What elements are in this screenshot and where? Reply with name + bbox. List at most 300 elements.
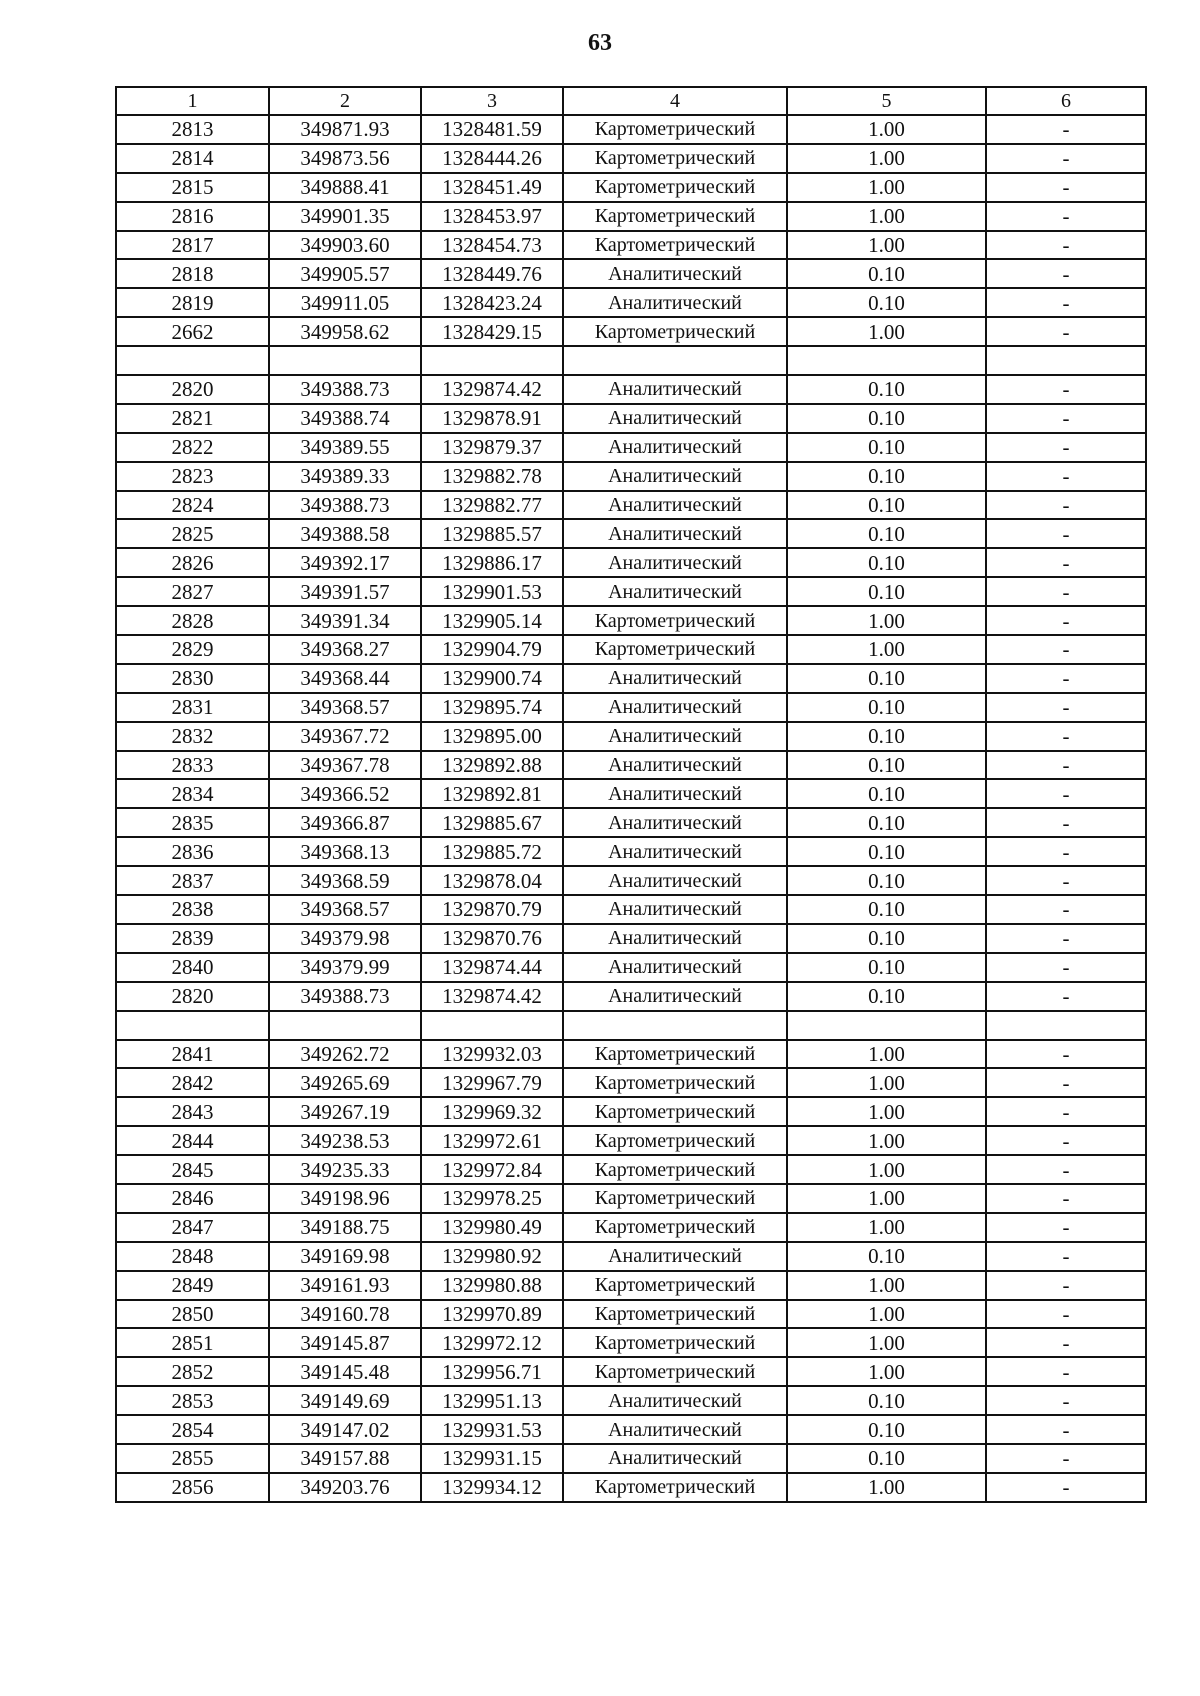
- accuracy-cell: 1.00: [787, 173, 986, 202]
- note-cell: -: [986, 895, 1146, 924]
- method-cell: Картометрический: [563, 635, 787, 664]
- method-cell: Картометрический: [563, 231, 787, 260]
- point-number-cell: 2846: [116, 1184, 269, 1213]
- table-row: [116, 1126, 1146, 1155]
- point-number-cell: 2851: [116, 1328, 269, 1357]
- note-cell: -: [986, 1126, 1146, 1155]
- accuracy-cell: 0.10: [787, 288, 986, 317]
- y-coordinate-cell: 1329886.17: [421, 548, 563, 577]
- y-coordinate-cell: 1328454.73: [421, 231, 563, 260]
- y-coordinate-cell: 1328453.97: [421, 202, 563, 231]
- accuracy-cell: 1.00: [787, 1213, 986, 1242]
- x-coordinate-cell: [269, 346, 421, 375]
- accuracy-cell: 0.10: [787, 722, 986, 751]
- point-number-cell: 2826: [116, 548, 269, 577]
- accuracy-cell: 0.10: [787, 1242, 986, 1271]
- y-coordinate-cell: 1329980.88: [421, 1271, 563, 1300]
- note-cell: -: [986, 1097, 1146, 1126]
- note-cell: -: [986, 548, 1146, 577]
- point-number-cell: 2848: [116, 1242, 269, 1271]
- accuracy-cell: 0.10: [787, 953, 986, 982]
- method-cell: Картометрический: [563, 1155, 787, 1184]
- y-coordinate-cell: 1328444.26: [421, 144, 563, 173]
- x-coordinate-cell: 349388.74: [269, 404, 421, 433]
- note-cell: -: [986, 1444, 1146, 1473]
- accuracy-cell: 1.00: [787, 1473, 986, 1502]
- point-number-cell: 2833: [116, 751, 269, 780]
- accuracy-cell: 0.10: [787, 751, 986, 780]
- table-row: [116, 115, 1146, 144]
- table-row: [116, 375, 1146, 404]
- note-cell: -: [986, 924, 1146, 953]
- table-row: [116, 1271, 1146, 1300]
- x-coordinate-cell: 349379.98: [269, 924, 421, 953]
- x-coordinate-cell: 349188.75: [269, 1213, 421, 1242]
- x-coordinate-cell: 349391.34: [269, 606, 421, 635]
- accuracy-cell: 0.10: [787, 577, 986, 606]
- note-cell: -: [986, 1328, 1146, 1357]
- y-coordinate-cell: 1329895.74: [421, 693, 563, 722]
- table-row: [116, 1328, 1146, 1357]
- accuracy-cell: 0.10: [787, 837, 986, 866]
- accuracy-cell: 0.10: [787, 779, 986, 808]
- accuracy-cell: 0.10: [787, 491, 986, 520]
- y-coordinate-cell: 1329870.79: [421, 895, 563, 924]
- accuracy-cell: 0.10: [787, 375, 986, 404]
- accuracy-cell: 0.10: [787, 433, 986, 462]
- point-number-cell: 2843: [116, 1097, 269, 1126]
- table-row: [116, 1184, 1146, 1213]
- method-cell: Аналитический: [563, 433, 787, 462]
- x-coordinate-cell: 349389.55: [269, 433, 421, 462]
- table-row: [116, 953, 1146, 982]
- table-row: [116, 722, 1146, 751]
- x-coordinate-cell: 349367.78: [269, 751, 421, 780]
- point-number-cell: 2821: [116, 404, 269, 433]
- table-row: [116, 606, 1146, 635]
- method-cell: Аналитический: [563, 404, 787, 433]
- note-cell: -: [986, 1415, 1146, 1444]
- method-cell: Картометрический: [563, 1097, 787, 1126]
- x-coordinate-cell: 349238.53: [269, 1126, 421, 1155]
- x-coordinate-cell: 349388.58: [269, 519, 421, 548]
- table-row: [116, 693, 1146, 722]
- table-row: [116, 837, 1146, 866]
- y-coordinate-cell: 1329980.49: [421, 1213, 563, 1242]
- x-coordinate-cell: 349368.57: [269, 895, 421, 924]
- method-cell: Аналитический: [563, 1444, 787, 1473]
- x-coordinate-cell: 349145.87: [269, 1328, 421, 1357]
- table-row: [116, 1213, 1146, 1242]
- y-coordinate-cell: 1329895.00: [421, 722, 563, 751]
- x-coordinate-cell: 349888.41: [269, 173, 421, 202]
- point-number-cell: 2817: [116, 231, 269, 260]
- accuracy-cell: 1.00: [787, 144, 986, 173]
- x-coordinate-cell: 349267.19: [269, 1097, 421, 1126]
- y-coordinate-cell: 1329901.53: [421, 577, 563, 606]
- note-cell: -: [986, 577, 1146, 606]
- point-number-cell: 2840: [116, 953, 269, 982]
- x-coordinate-cell: 349262.72: [269, 1040, 421, 1069]
- point-number-cell: 2828: [116, 606, 269, 635]
- method-cell: Аналитический: [563, 924, 787, 953]
- method-cell: Аналитический: [563, 462, 787, 491]
- accuracy-cell: 0.10: [787, 1444, 986, 1473]
- note-cell: -: [986, 231, 1146, 260]
- point-number-cell: 2838: [116, 895, 269, 924]
- method-cell: Картометрический: [563, 606, 787, 635]
- y-coordinate-cell: 1329904.79: [421, 635, 563, 664]
- accuracy-cell: 1.00: [787, 202, 986, 231]
- y-coordinate-cell: 1329931.53: [421, 1415, 563, 1444]
- table-row: [116, 259, 1146, 288]
- point-number-cell: 2822: [116, 433, 269, 462]
- point-number-cell: 2820: [116, 982, 269, 1011]
- header-row: [116, 87, 1146, 115]
- method-cell: Аналитический: [563, 664, 787, 693]
- accuracy-cell: 1.00: [787, 115, 986, 144]
- x-coordinate-cell: 349958.62: [269, 317, 421, 346]
- x-coordinate-cell: 349391.57: [269, 577, 421, 606]
- note-cell: [986, 1011, 1146, 1040]
- method-cell: Аналитический: [563, 953, 787, 982]
- x-coordinate-cell: 349160.78: [269, 1300, 421, 1329]
- table-row: [116, 808, 1146, 837]
- x-coordinate-cell: [269, 1011, 421, 1040]
- point-number-cell: 2837: [116, 866, 269, 895]
- method-cell: Картометрический: [563, 1271, 787, 1300]
- x-coordinate-cell: 349161.93: [269, 1271, 421, 1300]
- point-number-cell: 2835: [116, 808, 269, 837]
- note-cell: -: [986, 144, 1146, 173]
- table-row: [116, 895, 1146, 924]
- point-number-cell: 2856: [116, 1473, 269, 1502]
- table-row: [116, 1068, 1146, 1097]
- y-coordinate-cell: 1329892.88: [421, 751, 563, 780]
- x-coordinate-cell: 349265.69: [269, 1068, 421, 1097]
- x-coordinate-cell: 349157.88: [269, 1444, 421, 1473]
- point-number-cell: 2825: [116, 519, 269, 548]
- y-coordinate-cell: 1328451.49: [421, 173, 563, 202]
- note-cell: -: [986, 953, 1146, 982]
- table-row: [116, 1155, 1146, 1184]
- method-cell: [563, 346, 787, 375]
- table-row: [116, 548, 1146, 577]
- table-row: [116, 1415, 1146, 1444]
- accuracy-cell: 1.00: [787, 1126, 986, 1155]
- x-coordinate-cell: 349905.57: [269, 259, 421, 288]
- y-coordinate-cell: 1329885.57: [421, 519, 563, 548]
- table-row: [116, 519, 1146, 548]
- x-coordinate-cell: 349368.59: [269, 866, 421, 895]
- note-cell: -: [986, 1213, 1146, 1242]
- y-coordinate-cell: [421, 346, 563, 375]
- accuracy-cell: 0.10: [787, 519, 986, 548]
- point-number-cell: 2815: [116, 173, 269, 202]
- method-cell: Аналитический: [563, 548, 787, 577]
- point-number-cell: 2819: [116, 288, 269, 317]
- point-number-cell: 2854: [116, 1415, 269, 1444]
- y-coordinate-cell: 1329878.91: [421, 404, 563, 433]
- method-cell: Аналитический: [563, 491, 787, 520]
- note-cell: -: [986, 1068, 1146, 1097]
- method-cell: Картометрический: [563, 202, 787, 231]
- method-cell: Картометрический: [563, 1328, 787, 1357]
- y-coordinate-cell: 1328481.59: [421, 115, 563, 144]
- accuracy-cell: 1.00: [787, 1300, 986, 1329]
- x-coordinate-cell: 349367.72: [269, 722, 421, 751]
- point-number-cell: 2820: [116, 375, 269, 404]
- table-row: [116, 982, 1146, 1011]
- table-row: [116, 144, 1146, 173]
- column-header-1: 1: [116, 87, 269, 115]
- y-coordinate-cell: 1329969.32: [421, 1097, 563, 1126]
- accuracy-cell: 1.00: [787, 1328, 986, 1357]
- method-cell: Аналитический: [563, 722, 787, 751]
- method-cell: Картометрический: [563, 173, 787, 202]
- table-row: [116, 433, 1146, 462]
- table-row: [116, 751, 1146, 780]
- x-coordinate-cell: 349392.17: [269, 548, 421, 577]
- y-coordinate-cell: 1329879.37: [421, 433, 563, 462]
- note-cell: [986, 346, 1146, 375]
- method-cell: Аналитический: [563, 375, 787, 404]
- note-cell: -: [986, 317, 1146, 346]
- note-cell: -: [986, 1473, 1146, 1502]
- note-cell: -: [986, 404, 1146, 433]
- y-coordinate-cell: 1329972.84: [421, 1155, 563, 1184]
- note-cell: -: [986, 808, 1146, 837]
- y-coordinate-cell: 1329905.14: [421, 606, 563, 635]
- x-coordinate-cell: 349368.44: [269, 664, 421, 693]
- method-cell: Аналитический: [563, 1415, 787, 1444]
- accuracy-cell: 0.10: [787, 982, 986, 1011]
- method-cell: Аналитический: [563, 288, 787, 317]
- y-coordinate-cell: 1329956.71: [421, 1357, 563, 1386]
- x-coordinate-cell: 349871.93: [269, 115, 421, 144]
- x-coordinate-cell: 349366.52: [269, 779, 421, 808]
- x-coordinate-cell: 349368.13: [269, 837, 421, 866]
- y-coordinate-cell: 1329931.15: [421, 1444, 563, 1473]
- note-cell: -: [986, 1357, 1146, 1386]
- note-cell: -: [986, 288, 1146, 317]
- note-cell: -: [986, 259, 1146, 288]
- x-coordinate-cell: 349368.27: [269, 635, 421, 664]
- y-coordinate-cell: 1329972.12: [421, 1328, 563, 1357]
- note-cell: -: [986, 751, 1146, 780]
- method-cell: Картометрический: [563, 1040, 787, 1069]
- accuracy-cell: 0.10: [787, 664, 986, 693]
- accuracy-cell: 0.10: [787, 404, 986, 433]
- method-cell: Аналитический: [563, 577, 787, 606]
- note-cell: -: [986, 1271, 1146, 1300]
- y-coordinate-cell: 1329870.76: [421, 924, 563, 953]
- method-cell: Картометрический: [563, 1126, 787, 1155]
- accuracy-cell: 0.10: [787, 808, 986, 837]
- point-number-cell: 2853: [116, 1386, 269, 1415]
- accuracy-cell: 1.00: [787, 1097, 986, 1126]
- table-row: [116, 577, 1146, 606]
- accuracy-cell: 0.10: [787, 462, 986, 491]
- y-coordinate-cell: 1329980.92: [421, 1242, 563, 1271]
- x-coordinate-cell: 349198.96: [269, 1184, 421, 1213]
- point-number-cell: 2816: [116, 202, 269, 231]
- point-number-cell: 2845: [116, 1155, 269, 1184]
- table-row: [116, 1040, 1146, 1069]
- accuracy-cell: 1.00: [787, 231, 986, 260]
- note-cell: -: [986, 202, 1146, 231]
- x-coordinate-cell: 349149.69: [269, 1386, 421, 1415]
- point-number-cell: 2834: [116, 779, 269, 808]
- x-coordinate-cell: 349901.35: [269, 202, 421, 231]
- method-cell: Аналитический: [563, 1242, 787, 1271]
- method-cell: Аналитический: [563, 982, 787, 1011]
- method-cell: [563, 1011, 787, 1040]
- x-coordinate-cell: 349368.57: [269, 693, 421, 722]
- y-coordinate-cell: 1329885.72: [421, 837, 563, 866]
- y-coordinate-cell: 1328429.15: [421, 317, 563, 346]
- accuracy-cell: [787, 346, 986, 375]
- point-number-cell: 2839: [116, 924, 269, 953]
- y-coordinate-cell: 1329967.79: [421, 1068, 563, 1097]
- method-cell: Аналитический: [563, 808, 787, 837]
- x-coordinate-cell: 349903.60: [269, 231, 421, 260]
- accuracy-cell: 1.00: [787, 1155, 986, 1184]
- y-coordinate-cell: 1329882.78: [421, 462, 563, 491]
- table-row: [116, 664, 1146, 693]
- x-coordinate-cell: 349388.73: [269, 982, 421, 1011]
- point-number-cell: 2830: [116, 664, 269, 693]
- table-row: [116, 346, 1146, 375]
- table-row: [116, 635, 1146, 664]
- x-coordinate-cell: 349366.87: [269, 808, 421, 837]
- table-row: [116, 1386, 1146, 1415]
- point-number-cell: 2847: [116, 1213, 269, 1242]
- note-cell: -: [986, 635, 1146, 664]
- point-number-cell: 2855: [116, 1444, 269, 1473]
- note-cell: -: [986, 462, 1146, 491]
- y-coordinate-cell: 1329978.25: [421, 1184, 563, 1213]
- note-cell: -: [986, 1242, 1146, 1271]
- note-cell: -: [986, 664, 1146, 693]
- accuracy-cell: 0.10: [787, 1415, 986, 1444]
- y-coordinate-cell: 1329892.81: [421, 779, 563, 808]
- point-number-cell: [116, 346, 269, 375]
- point-number-cell: 2852: [116, 1357, 269, 1386]
- accuracy-cell: 1.00: [787, 635, 986, 664]
- accuracy-cell: 1.00: [787, 1068, 986, 1097]
- table-row: [116, 462, 1146, 491]
- point-number-cell: 2850: [116, 1300, 269, 1329]
- column-header-5: 5: [787, 87, 986, 115]
- accuracy-cell: 0.10: [787, 924, 986, 953]
- accuracy-cell: [787, 1011, 986, 1040]
- table-row: [116, 1097, 1146, 1126]
- point-number-cell: 2829: [116, 635, 269, 664]
- x-coordinate-cell: 349389.33: [269, 462, 421, 491]
- table-row: [116, 288, 1146, 317]
- accuracy-cell: 0.10: [787, 895, 986, 924]
- table-row: [116, 866, 1146, 895]
- y-coordinate-cell: 1329934.12: [421, 1473, 563, 1502]
- note-cell: -: [986, 693, 1146, 722]
- note-cell: -: [986, 491, 1146, 520]
- table-row: [116, 1011, 1146, 1040]
- y-coordinate-cell: 1329878.04: [421, 866, 563, 895]
- method-cell: Аналитический: [563, 866, 787, 895]
- table-row: [116, 404, 1146, 433]
- method-cell: Аналитический: [563, 895, 787, 924]
- x-coordinate-cell: 349203.76: [269, 1473, 421, 1502]
- point-number-cell: 2832: [116, 722, 269, 751]
- method-cell: Картометрический: [563, 1357, 787, 1386]
- table-row: [116, 173, 1146, 202]
- note-cell: -: [986, 1155, 1146, 1184]
- accuracy-cell: 0.10: [787, 693, 986, 722]
- y-coordinate-cell: 1329882.77: [421, 491, 563, 520]
- table-row: [116, 202, 1146, 231]
- method-cell: Аналитический: [563, 693, 787, 722]
- note-cell: -: [986, 982, 1146, 1011]
- note-cell: -: [986, 115, 1146, 144]
- x-coordinate-cell: 349911.05: [269, 288, 421, 317]
- point-number-cell: 2841: [116, 1040, 269, 1069]
- coordinates-table: [115, 86, 1147, 1503]
- note-cell: -: [986, 375, 1146, 404]
- accuracy-cell: 1.00: [787, 1184, 986, 1213]
- method-cell: Картометрический: [563, 115, 787, 144]
- method-cell: Картометрический: [563, 1213, 787, 1242]
- column-header-2: 2: [269, 87, 421, 115]
- point-number-cell: 2823: [116, 462, 269, 491]
- note-cell: -: [986, 519, 1146, 548]
- point-number-cell: 2827: [116, 577, 269, 606]
- point-number-cell: 2844: [116, 1126, 269, 1155]
- accuracy-cell: 0.10: [787, 548, 986, 577]
- table-row: [116, 317, 1146, 346]
- point-number-cell: 2831: [116, 693, 269, 722]
- note-cell: -: [986, 173, 1146, 202]
- point-number-cell: 2842: [116, 1068, 269, 1097]
- y-coordinate-cell: 1328449.76: [421, 259, 563, 288]
- x-coordinate-cell: 349388.73: [269, 491, 421, 520]
- accuracy-cell: 0.10: [787, 259, 986, 288]
- accuracy-cell: 1.00: [787, 317, 986, 346]
- table-row: [116, 1444, 1146, 1473]
- point-number-cell: 2813: [116, 115, 269, 144]
- y-coordinate-cell: 1329970.89: [421, 1300, 563, 1329]
- x-coordinate-cell: 349145.48: [269, 1357, 421, 1386]
- method-cell: Аналитический: [563, 259, 787, 288]
- method-cell: Аналитический: [563, 519, 787, 548]
- method-cell: Картометрический: [563, 1068, 787, 1097]
- note-cell: -: [986, 1184, 1146, 1213]
- table-row: [116, 779, 1146, 808]
- point-number-cell: 2662: [116, 317, 269, 346]
- note-cell: -: [986, 837, 1146, 866]
- note-cell: -: [986, 779, 1146, 808]
- note-cell: -: [986, 866, 1146, 895]
- y-coordinate-cell: 1329932.03: [421, 1040, 563, 1069]
- y-coordinate-cell: 1329951.13: [421, 1386, 563, 1415]
- y-coordinate-cell: 1328423.24: [421, 288, 563, 317]
- method-cell: Картометрический: [563, 1473, 787, 1502]
- page-number: 63: [588, 30, 612, 56]
- column-header-3: 3: [421, 87, 563, 115]
- method-cell: Картометрический: [563, 1300, 787, 1329]
- method-cell: Картометрический: [563, 144, 787, 173]
- table-row: [116, 1473, 1146, 1502]
